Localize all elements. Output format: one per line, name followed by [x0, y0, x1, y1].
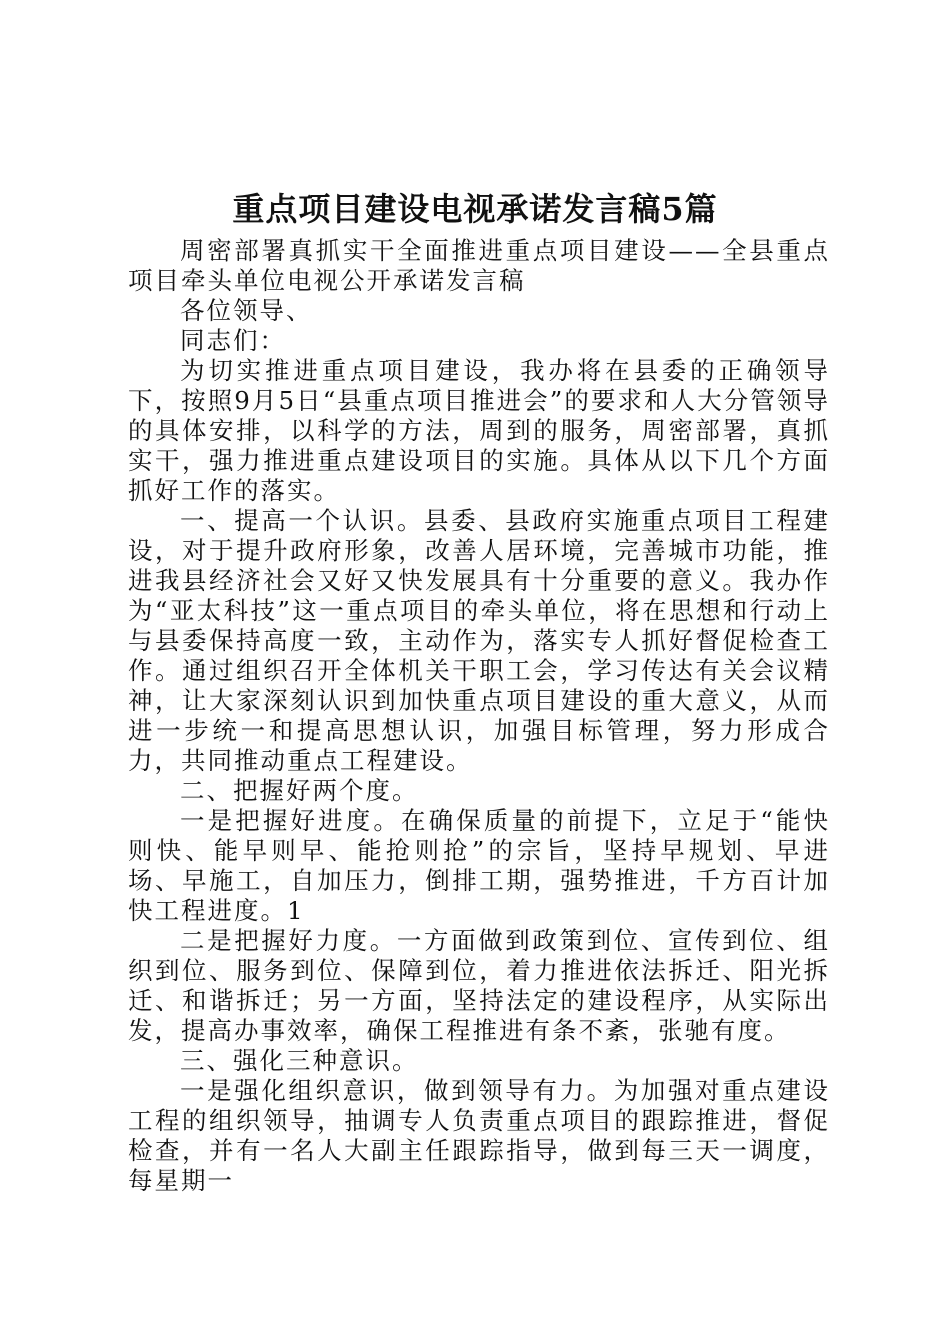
paragraph-section-3-organization: 一是强化组织意识，做到领导有力。为加强对重点建设工程的组织领导，抽调专人负责重点项目的跟踪推进，督促检查，并有一名人大副主任跟踪指导，做到每三天一调度，每星期一 — [128, 1076, 830, 1195]
paragraph-section-2-heading: 二、把握好两个度。 — [180, 776, 419, 805]
paragraph-salutation-leaders: 各位领导、 — [180, 296, 313, 325]
paragraph-section-2-progress: 一是把握好进度。在确保质量的前提下，立足于“能快则快、能早则早、能抢则抢”的宗旨，坚持早规划、早进场、早施工，自加压力，倒排工期，强势推进，千方百计加快工程进度。1 — [128, 806, 830, 925]
paragraph-subtitle: 周密部署真抓实干全面推进重点项目建设——全县重点项目牵头单位电视公开承诺发言稿 — [128, 236, 830, 295]
paragraph-section-1: 一、提高一个认识。县委、县政府实施重点项目工程建设，对于提升政府形象，改善人居环境，完善城市功能，推进我县经济社会又好又快发展具有十分重要的意义。我办作为“亚太科技”这一重点项目的牵头单位，将在思想和行动上与县委保持高度一致，主动作为，落实专人抓好督促检查工作。通过组织召开全体机关干职工会，学习传达有关会议精神，让大家深刻认识到加快重点项目建设的重大意义，从而进一步统一和提高思想认识，加强目标管理，努力形成合力，共同推动重点工程建设。 — [128, 506, 830, 775]
paragraph-intro: 为切实推进重点项目建设，我办将在县委的正确领导下，按照9月5日“县重点项目推进会”的要求和人大分管领导的具体安排，以科学的方法，周到的服务，周密部署，真抓实干，强力推进重点建设项目的实施。具体从以下几个方面抓好工作的落实。 — [128, 356, 830, 505]
document-title: 重点项目建设电视承诺发言稿5篇 — [232, 190, 718, 228]
paragraph-section-2-strength: 二是把握好力度。一方面做到政策到位、宣传到位、组织到位、服务到位、保障到位，着力推进依法拆迁、阳光拆迁、和谐拆迁；另一方面，坚持法定的建设程序，从实际出发，提高办事效率，确保工程推进有条不紊，张驰有度。 — [128, 926, 830, 1045]
document-body — [128, 236, 830, 1196]
paragraph-section-3-heading: 三、强化三种意识。 — [180, 1046, 419, 1075]
paragraph-salutation-comrades: 同志们： — [180, 326, 286, 355]
